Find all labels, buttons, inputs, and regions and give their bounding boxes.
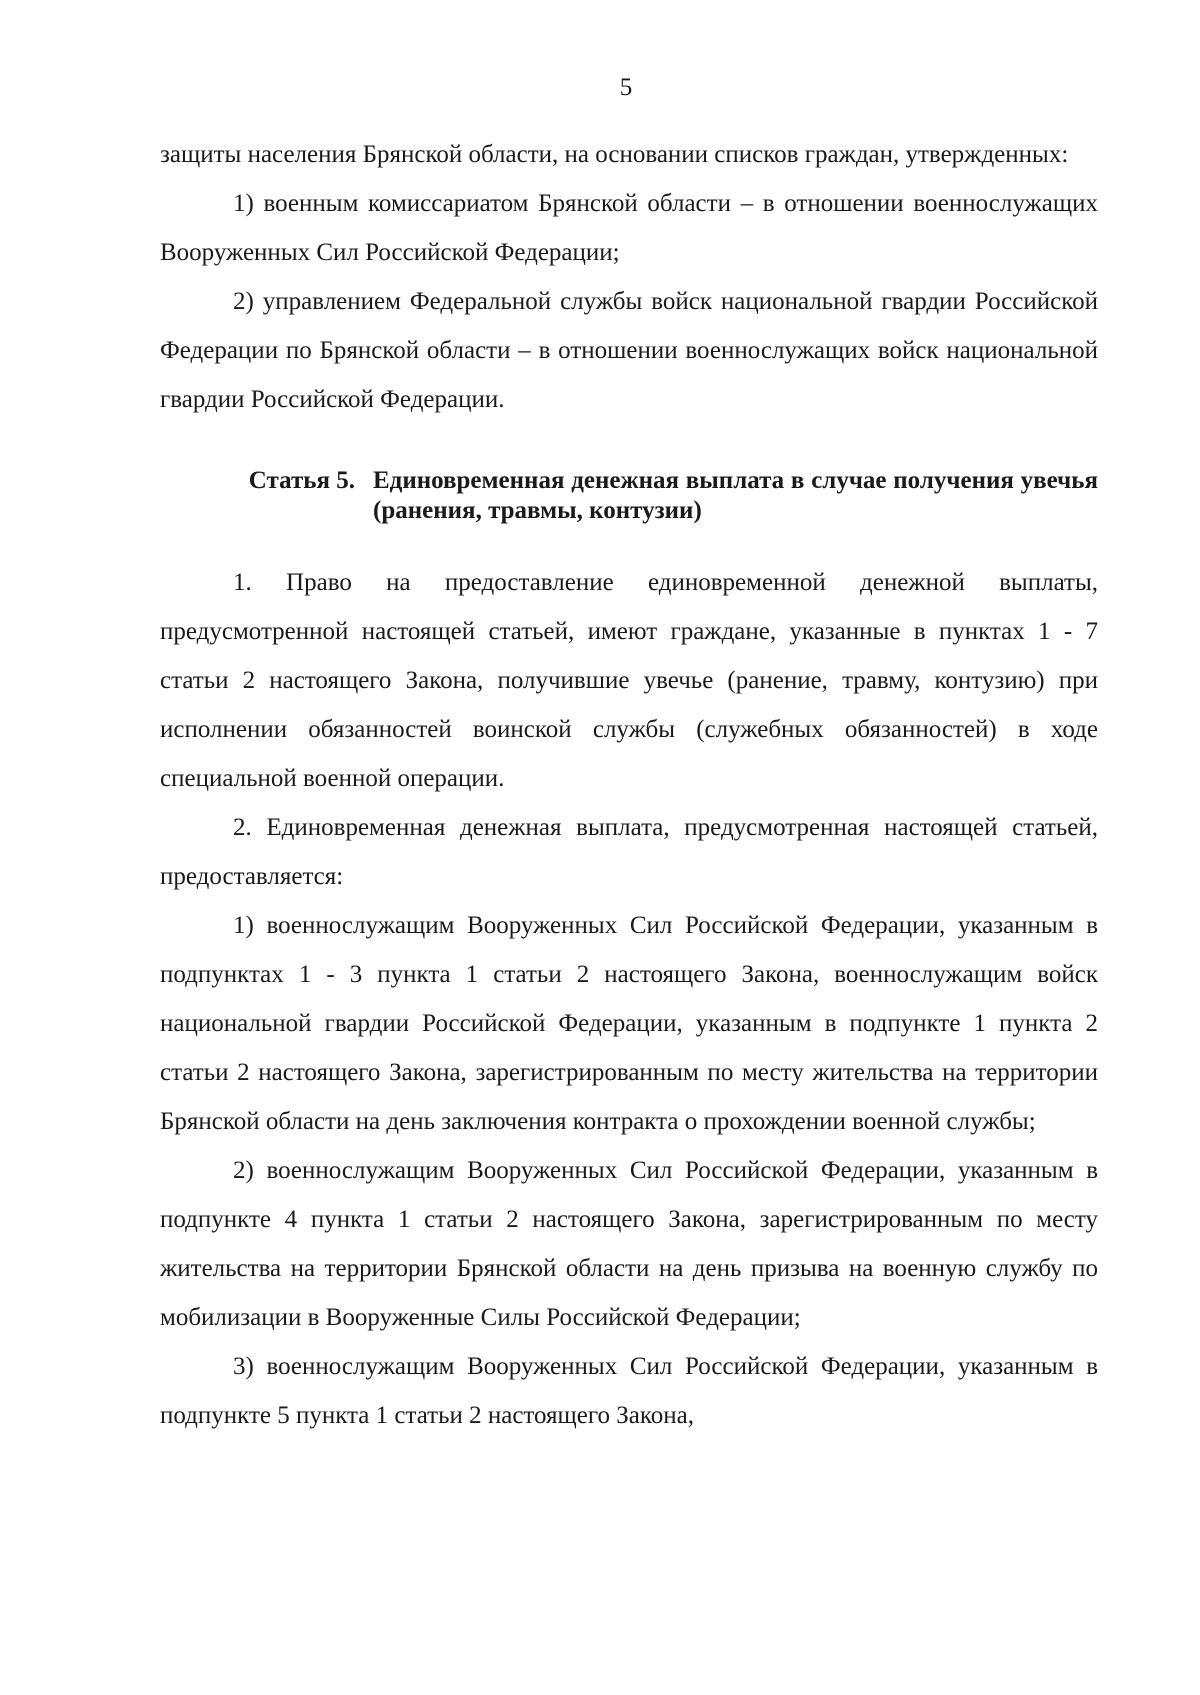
paragraph: 2. Единовременная денежная выплата, предусмотренная настоящей статьей, предоставляется: <box>160 814 1098 890</box>
paragraph: 1. Право на предоставление единовременной денежной выплаты, предусмотренной настоящей статьей, имеют граждане, указанные в пунктах 1 - 7 статьи 2 настоящего Закона, получившие увечье (ранение, травму, контузию) при исполнении обязанностей воинской службы (служебных обязанностей) в ходе специальной военной операции. <box>160 569 1098 792</box>
article-heading <box>160 466 1098 526</box>
paragraph: 2) управлением Федеральной службы войск национальной гвардии Российской Федерации по Брянской области – в отношении военнослужащих войск национальной гвардии Российской Федерации. <box>160 288 1098 413</box>
paragraph: 3) военнослужащим Вооруженных Сил Российской Федерации, указанным в подпункте 5 пункта 1 статьи 2 настоящего Закона, <box>160 1353 1098 1429</box>
page-number: 5 <box>619 74 633 101</box>
article-title: Единовременная денежная выплата в случае получения увечья (ранения, травмы, контузии) <box>373 467 1098 524</box>
paragraph: 1) военным комиссариатом Брянской области – в отношении военнослужащих Вооруженных Сил Российской Федерации; <box>160 190 1098 266</box>
article-label: Статья 5. <box>248 467 355 494</box>
paragraph: 2) военнослужащим Вооруженных Сил Российской Федерации, указанным в подпункте 4 пункта 1 статьи 2 настоящего Закона, зарегистрированным по месту жительства на территории Брянской области на день призыва на военную службу по мобилизации в Вооруженные Силы Российской Федерации; <box>160 1157 1098 1331</box>
document-body <box>160 130 1098 1440</box>
paragraph: 1) военнослужащим Вооруженных Сил Российской Федерации, указанным в подпунктах 1 - 3 пункта 1 статьи 2 настоящего Закона, военнослужащим войск национальной гвардии Российской Федерации, указанным в подпункте 1 пункта 2 статьи 2 настоящего Закона, зарегистрированным по месту жительства на территории Брянской области на день заключения контракта о прохождении военной службы; <box>160 912 1098 1135</box>
paragraph: защиты населения Брянской области, на основании списков граждан, утвержденных: <box>160 141 1069 168</box>
